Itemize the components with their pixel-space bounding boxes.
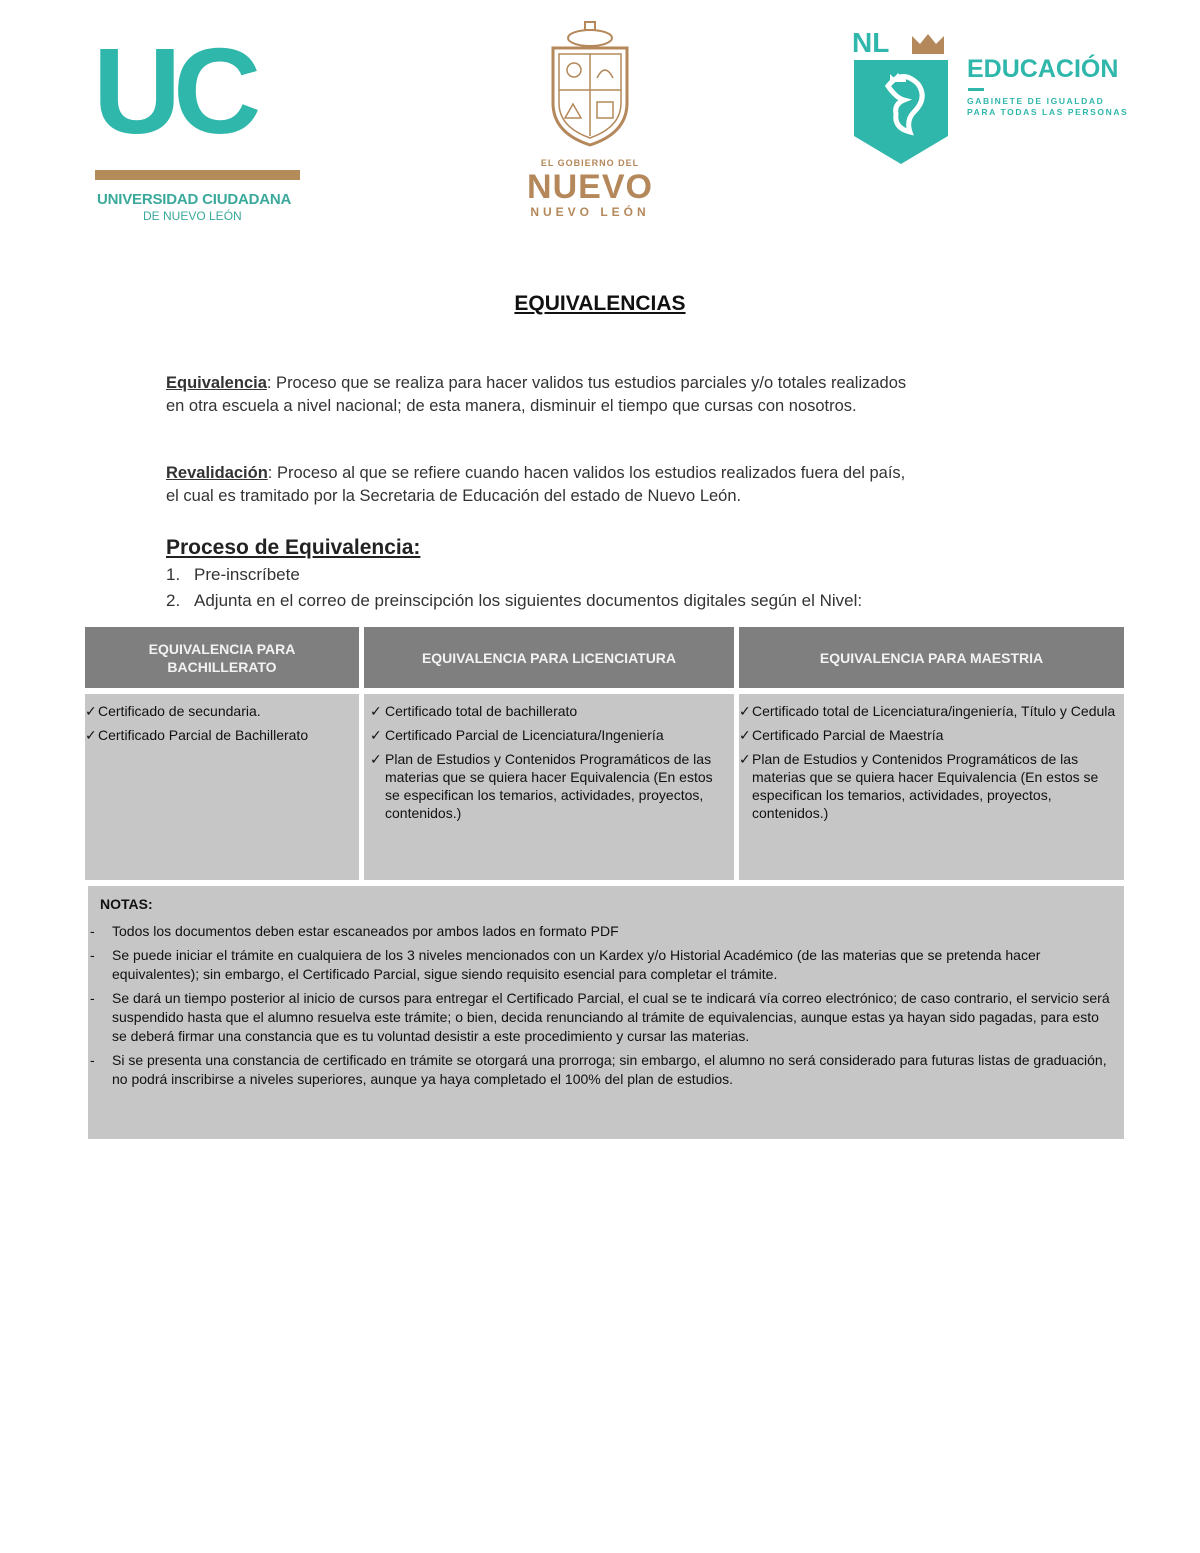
column-body-maestria (739, 694, 1124, 880)
gob-state-text: NUEVO LEÓN (530, 205, 650, 219)
dash-bullet: - (90, 923, 95, 939)
notes-box (88, 886, 1124, 1139)
educacion-dash (968, 88, 984, 91)
definition-term: Equivalencia (166, 374, 267, 392)
note-text: Todos los documentos deben estar escaneados por ambos lados en formato PDF (112, 923, 619, 939)
requirement-item (739, 750, 1118, 822)
definition-revalidacion (166, 462, 1066, 508)
uc-logo (93, 40, 308, 223)
definition-term: Revalidación (166, 464, 268, 482)
note-text: Se puede iniciar el trámite en cualquiera de los 3 niveles mencionados con un Kardex y/o Historial Académico (de las materias que se pretenda hacer equivalentes); sin embargo, el Certificado Parcial, sigue siendo requisito esencial para completar el trámite. (112, 947, 1041, 982)
requirement-text: Certificado Parcial de Bachillerato (98, 727, 309, 743)
nl-mark-text: NL (852, 28, 890, 58)
requirement-text: Plan de Estudios y Contenidos Programáticos de las materias que se quiera hacer Equivalencia (En estos se especifican los temarios, actividades, proyectos, contenidos.) (752, 751, 1099, 821)
definition-revalidacion-line-2: el cual es tramitado por la Secretaria de Educación del estado de Nuevo León. (166, 487, 742, 505)
note-text: Si se presenta una constancia de certificado en trámite se otorgará una prorroga; sin embargo, el alumno no será considerado para futuras listas de graduación, no podrá inscribirse a niveles superiores, aunque ya haya completado el 100% del plan de estudios. (112, 1052, 1107, 1087)
page-title: EQUIVALENCIAS (514, 292, 686, 315)
process-steps (166, 562, 862, 614)
note-item (90, 989, 1112, 1046)
requirement-item (370, 702, 728, 720)
uc-logo-mark (93, 40, 303, 135)
requirement-item (85, 702, 353, 720)
dash-bullet: - (90, 947, 95, 963)
definition-text: : Proceso al que se refiere cuando hacen validos los estudios realizados fuera del país, (267, 464, 906, 482)
definition-text: : Proceso que se realiza para hacer validos tus estudios parciales y/o totales realizados (266, 374, 907, 392)
requirement-item (85, 726, 353, 744)
check-icon: ✓ (739, 703, 751, 719)
check-icon: ✓ (85, 703, 97, 719)
requirement-text: Plan de Estudios y Contenidos Programáticos de las materias que se quiera hacer Equivalencia (En estos se especifican los temarios, actividades, proyectos, contenidos.) (385, 751, 713, 821)
definition-equivalencia-line-2: en otra escuela a nivel nacional; de esta manera, disminuir el tiempo que cursas con nosotros. (166, 397, 857, 415)
check-icon: ✓ (370, 703, 382, 719)
column-body-bachillerato (85, 694, 359, 880)
requirement-text: Certificado Parcial de Licenciatura/Ingeniería (385, 727, 664, 743)
educacion-line-1: GABINETE DE IGUALDAD (967, 96, 1105, 106)
definition-equivalencia (166, 372, 1066, 418)
column-header-bachillerato: EQUIVALENCIA PARA BACHILLERATO (85, 627, 359, 688)
note-item (90, 946, 1112, 984)
column-body-licenciatura (364, 694, 734, 880)
process-step (166, 562, 862, 588)
uc-name: UNIVERSIDAD CIUDADANA (97, 191, 292, 208)
requirement-text: Certificado Parcial de Maestría (752, 727, 944, 743)
note-item (90, 922, 1112, 941)
check-icon: ✓ (739, 727, 751, 743)
note-text: Se dará un tiempo posterior al inicio de cursos para entregar el Certificado Parcial, el cual se te indicará vía correo electrónico; de caso contrario, el servicio será suspendido hasta que el alumno resuelva este trámite; o bien, decida renunciando al trámite de equivalencias, aunque estas ya hayan sido pagadas, para esto se deberá firmar una constancia que es tu voluntad desistir a este procedimiento y cursar las materias. (112, 990, 1110, 1044)
check-icon: ✓ (370, 751, 382, 767)
gobierno-nuevo-leon-logo (515, 18, 665, 219)
requirement-text: Certificado de secundaria. (98, 703, 261, 719)
requirement-item (739, 702, 1118, 720)
dash-bullet: - (90, 990, 95, 1006)
process-heading: Proceso de Equivalencia: (166, 536, 421, 559)
definition-equivalencia-line-1 (166, 372, 1066, 395)
check-icon: ✓ (370, 727, 382, 743)
step-text: Pre-inscríbete (194, 565, 300, 584)
uc-logo-bar (95, 170, 300, 180)
definition-revalidacion-line-1 (166, 462, 1066, 485)
uc-subname: DE NUEVO LEÓN (143, 209, 242, 223)
process-step (166, 588, 862, 614)
nl-educacion-logo (850, 28, 1160, 168)
step-number: 1. (166, 565, 181, 584)
notes-title: NOTAS: (100, 896, 153, 912)
requirement-text: Certificado total de bachillerato (385, 703, 578, 719)
step-text: Adjunta en el correo de preinscipción los siguientes documentos digitales según el Nivel: (194, 591, 863, 610)
gob-big-text: NUEVO (527, 168, 653, 206)
coat-of-arms-icon (545, 18, 635, 148)
check-icon: ✓ (85, 727, 97, 743)
gob-small-text: EL GOBIERNO DEL (540, 158, 640, 168)
dash-bullet: - (90, 1052, 95, 1068)
uc-mark-text: UC (93, 40, 254, 135)
note-item (90, 1051, 1112, 1089)
step-number: 2. (166, 591, 181, 610)
column-header-licenciatura: EQUIVALENCIA PARA LICENCIATURA (364, 627, 734, 688)
requirement-text: Certificado total de Licenciatura/ingeniería, Título y Cedula (752, 703, 1116, 719)
column-header-maestria: EQUIVALENCIA PARA MAESTRIA (739, 627, 1124, 688)
educacion-title: EDUCACIÓN (967, 55, 1119, 83)
educacion-line-2: PARA TODAS LAS PERSONAS (967, 107, 1129, 117)
check-icon: ✓ (739, 751, 751, 767)
nl-shield-icon (850, 28, 960, 168)
requirement-item (370, 726, 728, 744)
requirement-item (739, 726, 1118, 744)
requirement-item (370, 750, 728, 822)
